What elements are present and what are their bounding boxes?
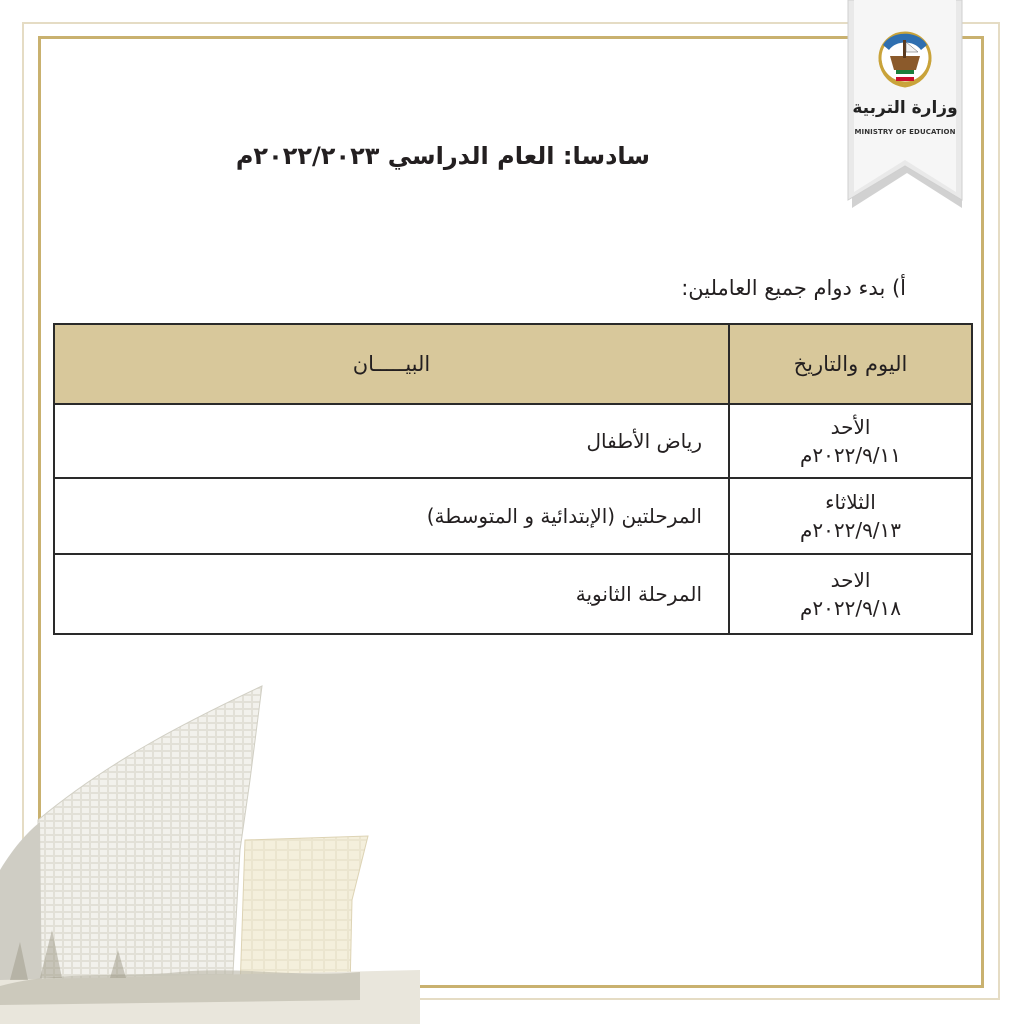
subsection-title: أ) بدء دوام جميع العاملين:: [681, 276, 906, 300]
kuwait-emblem-icon: [880, 33, 930, 86]
description-text: رياض الأطفال: [586, 429, 702, 453]
date-cell: [729, 404, 972, 478]
date-value: ٢٠٢٢/٩/١٣م: [799, 518, 902, 542]
table-row: [54, 554, 972, 634]
description-cell: [54, 478, 729, 554]
date-cell: [729, 478, 972, 554]
description-cell: [54, 404, 729, 478]
date-value: ٢٠٢٢/٩/١٨م: [799, 596, 902, 620]
ministry-name-arabic: وزارة التربية: [852, 98, 958, 118]
building-illustration: [0, 660, 420, 1024]
header-date: اليوم والتاريخ: [729, 324, 972, 404]
description-cell: [54, 554, 729, 634]
description-text: المرحلة الثانوية: [575, 582, 702, 606]
date-cell: [729, 554, 972, 634]
day-name: الأحد: [830, 415, 871, 439]
table-row: [54, 404, 972, 478]
description-text: المرحلتين (الإبتدائية و المتوسطة): [426, 504, 702, 528]
ministry-name-english: MINISTRY OF EDUCATION: [854, 128, 956, 136]
day-name: الثلاثاء: [825, 490, 876, 514]
date-value: ٢٠٢٢/٩/١١م: [799, 443, 902, 467]
table-header-row: [54, 324, 972, 404]
section-title: سادسا: العام الدراسي ٢٠٢٢/٢٠٢٣م: [235, 142, 650, 170]
header-description: البيـــــان: [54, 324, 729, 404]
schedule-table: [53, 323, 973, 635]
table-row: [54, 478, 972, 554]
day-name: الاحد: [830, 568, 871, 592]
